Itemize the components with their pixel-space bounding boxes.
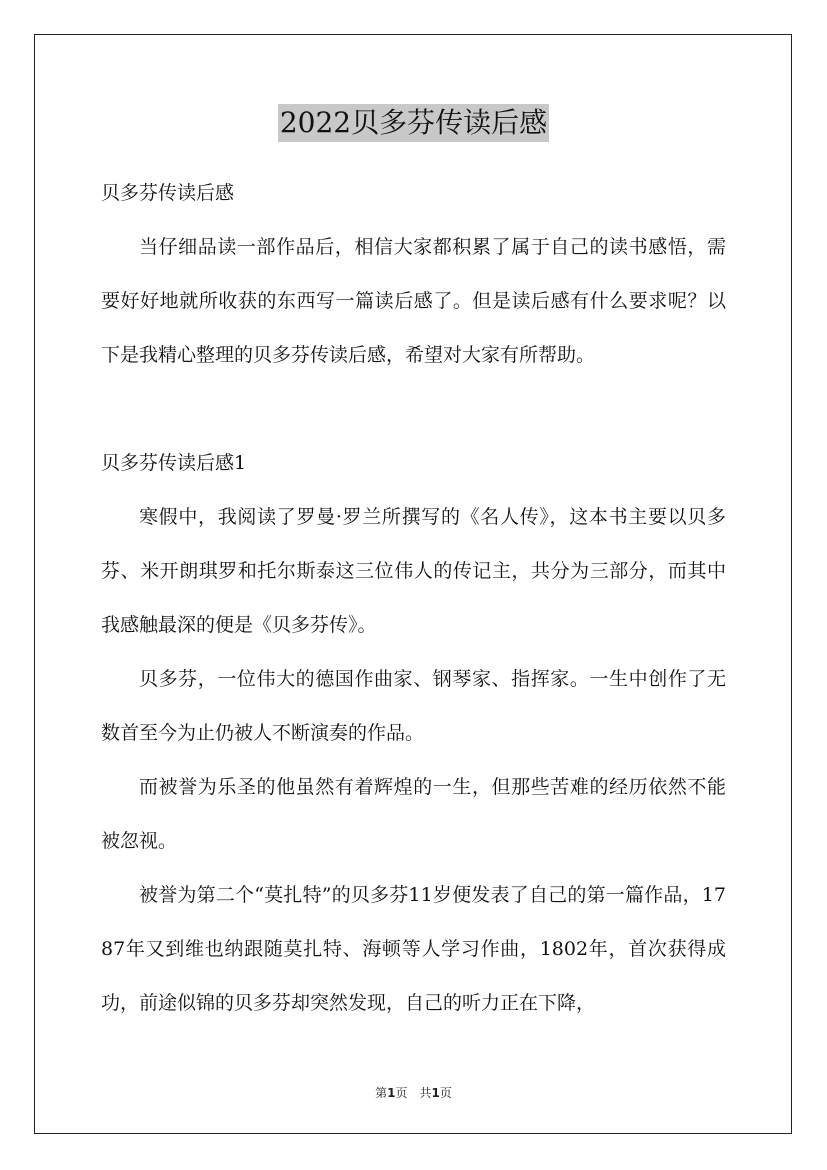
- body-paragraph-4: 被誉为第二个“莫扎特”的贝多芬11岁便发表了自己的第一篇作品，1787年又到维也纳跟随莫扎特、海顿等人学习作曲，1802年，首次获得成功，前途似锦的贝多芬却突然发现，自己的听力正在下降，: [101, 884, 726, 1014]
- document-title: 2022贝多芬传读后感: [278, 104, 549, 142]
- document-body: [101, 166, 726, 1030]
- intro-heading: 贝多芬传读后感: [101, 182, 235, 204]
- page-number: 1: [387, 1086, 396, 1100]
- total-pages: 1: [431, 1086, 440, 1100]
- total-prefix: 共: [419, 1086, 432, 1100]
- document-title-wrap: [0, 104, 827, 142]
- blank-line: [101, 382, 726, 436]
- page-footer: [0, 1084, 827, 1101]
- intro-paragraph: 当仔细品读一部作品后，相信大家都积累了属于自己的读书感悟，需要好好地就所收获的东西写一篇读后感了。但是读后感有什么要求呢？以下是我精心整理的贝多芬传读后感，希望对大家有所帮助。: [101, 236, 726, 366]
- body-paragraph-3: 而被誉为乐圣的他虽然有着辉煌的一生，但那些苦难的经历依然不能被忽视。: [101, 776, 726, 852]
- page-suffix: 页: [395, 1086, 408, 1100]
- total-suffix: 页: [439, 1086, 452, 1100]
- page-prefix: 第: [375, 1086, 388, 1100]
- body-paragraph-1: 寒假中，我阅读了罗曼·罗兰所撰写的《名人传》，这本书主要以贝多芬、米开朗琪罗和托尔斯泰这三位伟人的传记主，共分为三部分，而其中我感触最深的便是《贝多芬传》。: [101, 506, 726, 636]
- body-paragraph-2: 贝多芬，一位伟大的德国作曲家、钢琴家、指挥家。一生中创作了无数首至今为止仍被人不断演奏的作品。: [101, 668, 726, 744]
- section-heading: 贝多芬传读后感1: [101, 452, 247, 474]
